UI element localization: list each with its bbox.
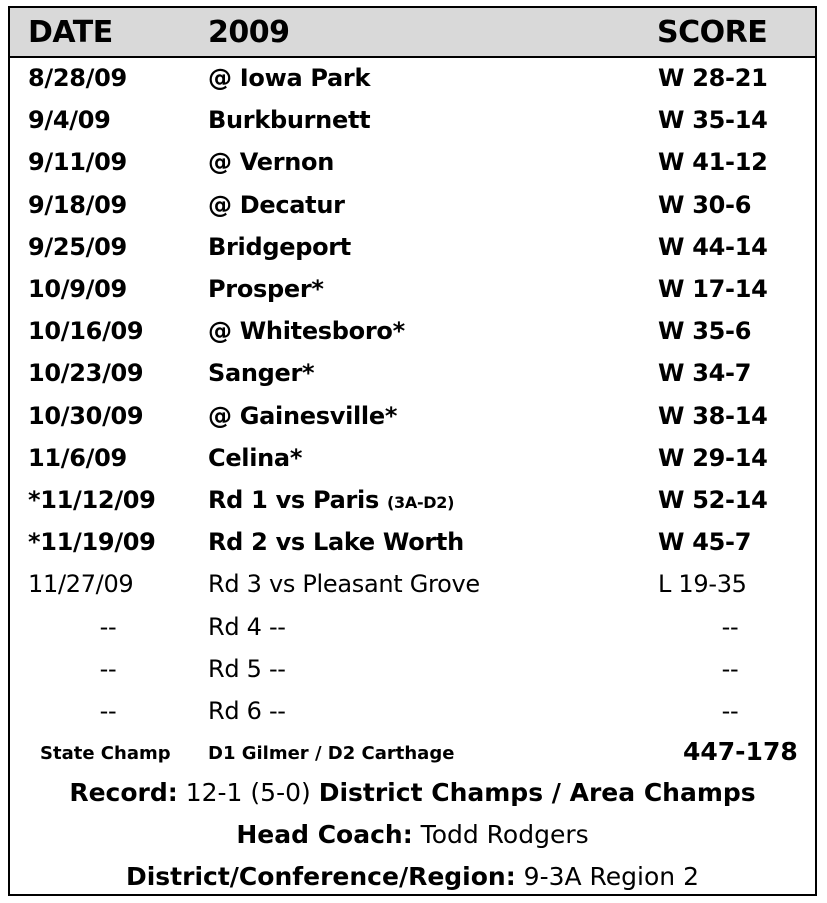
district-line (10, 862, 815, 902)
game-date: *11/12/09 (28, 486, 156, 514)
table-row (10, 564, 815, 606)
coach-line (10, 820, 815, 860)
opponent-name: Rd 3 vs Pleasant Grove (208, 570, 480, 599)
opponent-name: Celina* (208, 443, 303, 472)
game-date: 10/9/09 (28, 275, 127, 303)
opponent-name: Rd 2 vs Lake Worth (208, 528, 464, 557)
game-score: -- (721, 654, 739, 683)
game-opponent (208, 528, 464, 556)
state-champ-value: D1 Gilmer / D2 Carthage (208, 743, 455, 764)
game-opponent (208, 148, 334, 176)
game-opponent (208, 570, 480, 598)
game-date: 9/25/09 (28, 232, 127, 261)
table-row (10, 480, 815, 522)
season-column-header: 2009 (208, 15, 290, 50)
game-opponent (208, 655, 286, 683)
opponent-name: Rd 6 -- (208, 697, 286, 725)
game-opponent (208, 444, 302, 472)
game-opponent (208, 402, 397, 430)
game-date: -- (99, 612, 117, 641)
game-score: -- (721, 697, 739, 725)
game-score: W 35-6 (658, 317, 752, 346)
opponent-name: @ Decatur (208, 190, 345, 219)
table-row (10, 311, 815, 353)
game-date: 11/27/09 (28, 570, 134, 599)
season-points-total: 447-178 (683, 737, 798, 766)
game-date: *11/19/09 (28, 528, 156, 557)
opponent-name: @ Gainesville* (208, 401, 398, 430)
game-score: W 52-14 (658, 486, 768, 514)
state-champ-label: State Champ (40, 743, 171, 764)
game-score: W 35-14 (658, 106, 768, 135)
schedule-table (8, 6, 817, 896)
game-score: W 30-6 (658, 190, 752, 219)
game-date: 8/28/09 (28, 64, 127, 92)
game-score: L 19-35 (658, 570, 747, 599)
game-score: W 44-14 (658, 232, 768, 261)
game-score: W 34-7 (658, 359, 752, 388)
game-opponent (208, 613, 286, 641)
table-row (10, 691, 815, 733)
district-value: 9-3A Region 2 (523, 862, 699, 891)
record-titles: District Champs / Area Champs (318, 778, 756, 807)
game-date: 9/11/09 (28, 148, 127, 177)
table-row (10, 227, 815, 269)
state-champ-row (10, 732, 815, 772)
score-column-header: SCORE (657, 15, 768, 50)
table-row (10, 269, 815, 311)
game-date: 11/6/09 (28, 443, 127, 472)
game-opponent (208, 64, 370, 92)
table-header (10, 8, 815, 58)
game-score: -- (721, 612, 739, 641)
table-row (10, 58, 815, 100)
table-row (10, 438, 815, 480)
table-row (10, 607, 815, 649)
game-score: W 28-21 (658, 64, 768, 92)
game-date: 9/18/09 (28, 190, 127, 219)
opponent-classification-note: (3A-D2) (387, 493, 455, 512)
table-row (10, 142, 815, 184)
game-score: W 29-14 (658, 443, 768, 472)
opponent-name: Rd 1 vs Paris (208, 486, 379, 514)
table-row (10, 396, 815, 438)
game-opponent (208, 275, 324, 303)
opponent-name: Rd 4 -- (208, 612, 286, 641)
game-opponent (208, 191, 345, 219)
table-row (10, 522, 815, 564)
game-date: -- (99, 654, 117, 683)
game-score: W 45-7 (658, 528, 752, 557)
table-row (10, 100, 815, 142)
game-date: -- (99, 697, 117, 725)
game-opponent (208, 233, 351, 261)
date-column-header: DATE (28, 15, 113, 50)
game-date: 10/16/09 (28, 317, 144, 346)
game-score: W 41-12 (658, 148, 768, 177)
opponent-name: Rd 5 -- (208, 654, 286, 683)
opponent-name: @ Whitesboro* (208, 317, 405, 346)
record-label: Record: (69, 778, 178, 807)
coach-label: Head Coach: (236, 820, 413, 849)
table-row (10, 353, 815, 395)
game-date: 10/23/09 (28, 359, 144, 388)
opponent-name: Burkburnett (208, 106, 371, 135)
table-row (10, 185, 815, 227)
game-score: W 17-14 (658, 275, 768, 303)
record-line (10, 778, 815, 818)
district-label: District/Conference/Region: (125, 862, 516, 891)
opponent-name: Sanger* (208, 359, 315, 388)
game-score: W 38-14 (658, 401, 768, 430)
opponent-name: @ Iowa Park (208, 64, 371, 92)
game-opponent (208, 317, 405, 345)
game-date: 9/4/09 (28, 106, 111, 135)
game-opponent (208, 106, 370, 134)
opponent-name: @ Vernon (208, 148, 334, 177)
game-opponent (208, 697, 286, 725)
opponent-name: Bridgeport (208, 232, 351, 261)
table-row (10, 649, 815, 691)
coach-value: Todd Rodgers (420, 820, 589, 849)
record-value: 12-1 (5-0) (185, 778, 311, 807)
game-opponent (208, 486, 454, 514)
game-opponent (208, 359, 314, 387)
game-date: 10/30/09 (28, 401, 144, 430)
opponent-name: Prosper* (208, 275, 324, 303)
